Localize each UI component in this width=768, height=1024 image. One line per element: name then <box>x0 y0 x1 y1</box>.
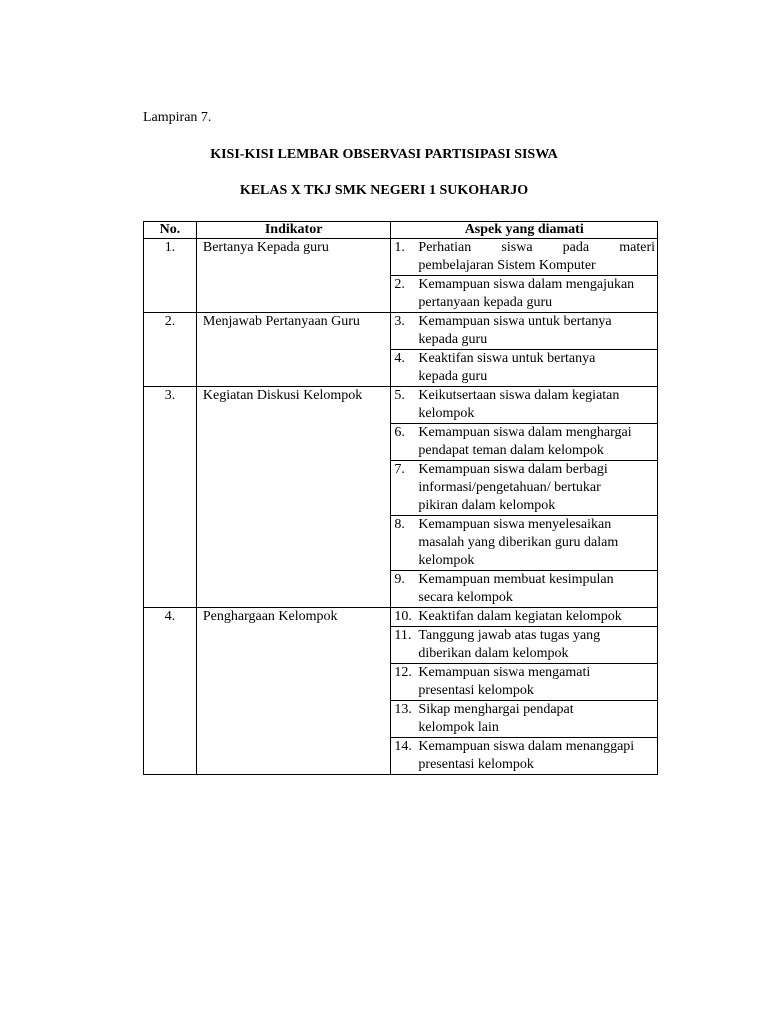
cell-aspek <box>391 313 658 350</box>
aspect-item <box>394 701 655 737</box>
aspect-text <box>418 350 655 386</box>
cell-aspek <box>391 516 658 571</box>
aspect-item <box>394 276 655 312</box>
aspect-text-line: Kemampuan siswa menyelesaikan <box>418 517 612 532</box>
cell-no: 3. <box>144 387 197 608</box>
document-subtitle: KELAS X TKJ SMK NEGERI 1 SUKOHARJO <box>239 183 529 198</box>
aspect-item <box>394 571 655 607</box>
aspect-text-line: Kemampuan siswa dalam menanggapi <box>418 739 635 754</box>
aspect-item <box>394 350 655 386</box>
aspect-number: 9. <box>394 572 405 587</box>
aspect-text-line: Keikutsertaan siswa dalam kegiatan <box>418 388 620 403</box>
cell-aspek <box>391 461 658 516</box>
aspect-text <box>418 701 655 737</box>
table-row <box>144 239 658 276</box>
cell-aspek <box>391 608 658 627</box>
aspect-text <box>418 424 655 460</box>
aspect-text-line: Kemampuan siswa dalam berbagi <box>418 462 608 477</box>
cell-indikator: Kegiatan Diskusi Kelompok <box>196 387 391 608</box>
aspect-text-line: Kemampuan siswa dalam mengajukan <box>418 277 635 292</box>
aspect-text-line: presentasi kelompok <box>418 683 534 698</box>
aspect-item <box>394 313 655 349</box>
cell-aspek <box>391 738 658 775</box>
aspect-number: 10. <box>394 609 412 624</box>
aspect-text-line: diberikan dalam kelompok <box>418 646 569 661</box>
observation-grid-table <box>143 221 658 775</box>
aspect-item <box>394 387 655 423</box>
column-header-no: No. <box>144 222 197 239</box>
aspect-text <box>418 461 655 515</box>
table-row <box>144 387 658 424</box>
aspect-text-line: pendapat teman dalam kelompok <box>418 443 604 458</box>
aspect-text <box>418 627 655 663</box>
table-row <box>144 313 658 350</box>
aspect-text <box>418 516 655 570</box>
cell-aspek <box>391 424 658 461</box>
cell-aspek <box>391 276 658 313</box>
aspect-text <box>418 313 655 349</box>
cell-no: 4. <box>144 608 197 775</box>
cell-aspek <box>391 239 658 276</box>
aspect-text-line: secara kelompok <box>418 590 513 605</box>
aspect-item <box>394 608 655 626</box>
aspect-number: 3. <box>394 314 405 329</box>
aspect-number: 13. <box>394 702 412 717</box>
aspect-number: 11. <box>394 628 412 643</box>
cell-indikator: Penghargaan Kelompok <box>196 608 391 775</box>
cell-aspek <box>391 664 658 701</box>
aspect-number: 14. <box>394 739 412 754</box>
table-row <box>144 608 658 627</box>
aspect-text <box>418 239 655 275</box>
aspect-text-line: Kemampuan siswa untuk bertanya <box>418 314 612 329</box>
aspect-text-line: Kemampuan siswa dalam menghargai <box>418 425 632 440</box>
cell-aspek <box>391 571 658 608</box>
aspect-number: 5. <box>394 388 405 403</box>
aspect-number: 8. <box>394 517 405 532</box>
table-body <box>144 239 658 775</box>
aspect-text <box>418 608 655 626</box>
aspect-text-line: masalah yang diberikan guru dalam <box>418 535 619 550</box>
aspect-text-line: pembelajaran Sistem Komputer <box>418 258 596 273</box>
aspect-number: 1. <box>394 240 405 255</box>
aspect-text-line: Kemampuan siswa mengamati <box>418 665 591 680</box>
aspect-text-line: Kemampuan membuat kesimpulan <box>418 572 614 587</box>
aspect-text-line: pertanyaan kepada guru <box>418 295 553 310</box>
aspect-text-line: Sikap menghargai pendapat <box>418 702 574 717</box>
aspect-text-line: kepada guru <box>418 332 488 347</box>
aspect-number: 4. <box>394 351 405 366</box>
cell-aspek <box>391 701 658 738</box>
aspect-text-line: pikiran dalam kelompok <box>418 498 556 513</box>
aspect-item <box>394 738 655 774</box>
aspect-item <box>394 239 655 275</box>
cell-indikator: Menjawab Pertanyaan Guru <box>196 313 391 387</box>
cell-aspek <box>391 387 658 424</box>
aspect-item <box>394 424 655 460</box>
aspect-item <box>394 627 655 663</box>
aspect-number: 7. <box>394 462 405 477</box>
table-header-row <box>144 222 658 239</box>
aspect-text-line: Tanggung jawab atas tugas yang <box>418 628 601 643</box>
aspect-text <box>418 738 655 774</box>
aspect-text <box>418 387 655 423</box>
document-title: KISI-KISI LEMBAR OBSERVASI PARTISIPASI SISWA <box>210 147 558 162</box>
aspect-text-line: informasi/pengetahuan/ bertukar <box>418 480 601 495</box>
aspect-item <box>394 516 655 570</box>
cell-no: 2. <box>144 313 197 387</box>
cell-indikator: Bertanya Kepada guru <box>196 239 391 313</box>
aspect-number: 12. <box>394 665 412 680</box>
aspect-text-line: Keaktifan siswa untuk bertanya <box>418 351 596 366</box>
cell-aspek <box>391 350 658 387</box>
column-header-aspek: Aspek yang diamati <box>391 222 658 239</box>
cell-aspek <box>391 627 658 664</box>
aspect-text-line: kelompok <box>418 553 475 568</box>
aspect-text <box>418 664 655 700</box>
attachment-label: Lampiran 7. <box>143 110 212 125</box>
aspect-text-line: kelompok lain <box>418 720 499 735</box>
aspect-number: 2. <box>394 277 405 292</box>
column-header-indikator: Indikator <box>196 222 391 239</box>
aspect-text <box>418 276 655 312</box>
aspect-number: 6. <box>394 425 405 440</box>
aspect-text-line: presentasi kelompok <box>418 757 534 772</box>
aspect-text-line: kepada guru <box>418 369 488 384</box>
aspect-text-line: Keaktifan dalam kegiatan kelompok <box>418 609 622 624</box>
aspect-item <box>394 461 655 515</box>
cell-no: 1. <box>144 239 197 313</box>
aspect-text-line: kelompok <box>418 406 475 421</box>
aspect-text <box>418 571 655 607</box>
aspect-item <box>394 664 655 700</box>
aspect-text-line: Perhatian siswa pada materi <box>418 240 655 255</box>
